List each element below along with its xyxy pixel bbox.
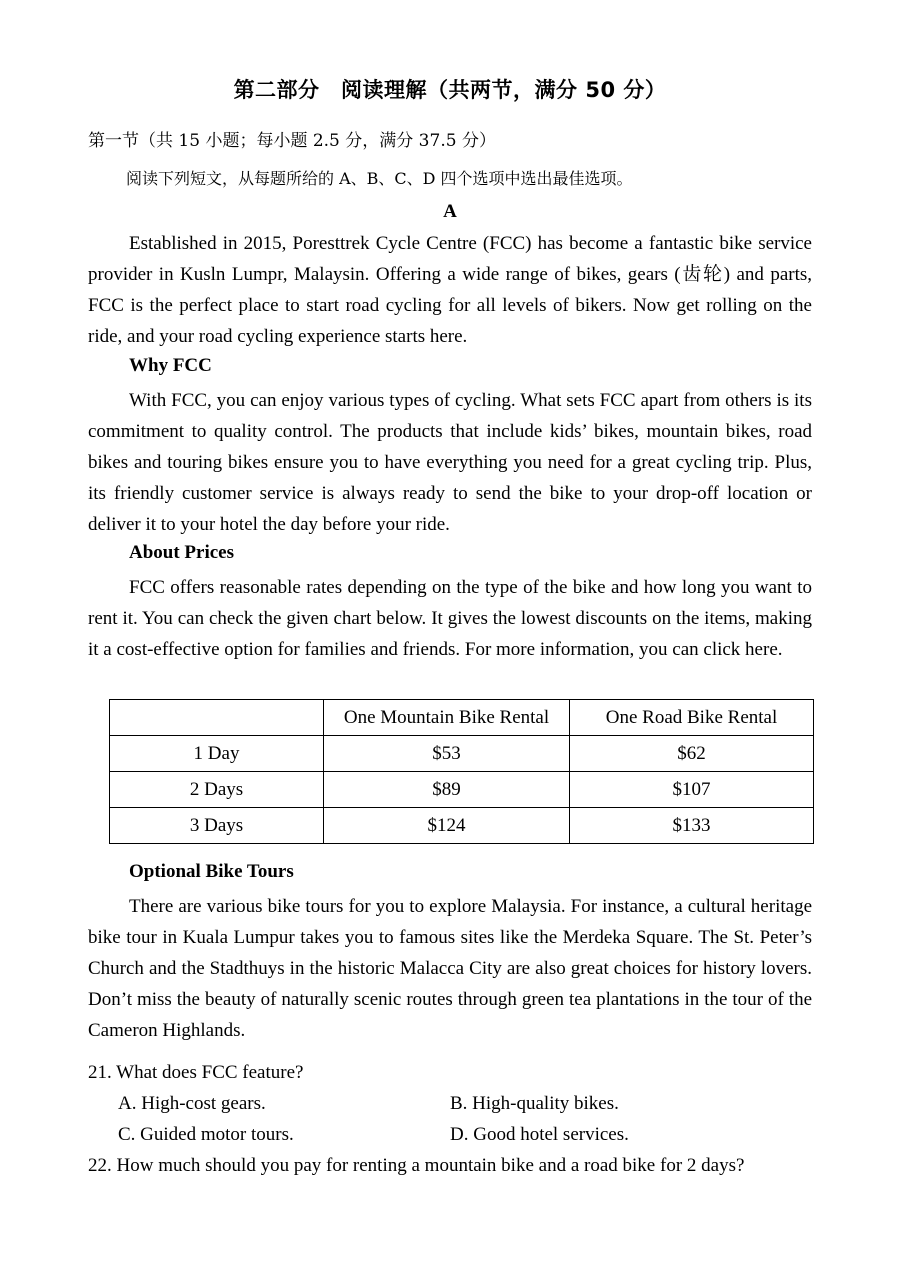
table-header-cell: One Mountain Bike Rental [324,700,570,736]
table-cell: $62 [570,736,814,772]
tours-heading: Optional Bike Tours [129,861,294,882]
table-cell: $133 [570,808,814,844]
table-row [110,736,814,772]
prices-heading: About Prices [129,542,235,563]
why-paragraph: With FCC, you can enjoy various types of cycling. What sets FCC apart from others is its commitment to quality control. The products that include kids’ bikes, mountain bikes, road bikes and touring bikes ensure you to have everything you need for a great cycling trip. Plus, its friendly customer service is always ready to send the bike to your drop-off location or deliver it to your hotel the day before your ride. [88,390,812,535]
tours-paragraph: There are various bike tours for you to explore Malaysia. For instance, a cultural heritage bike tour in Kuala Lumpur takes you to famous sites like the Merdeka Square. The St. Peter’s Church and the Stadthuys in the historic Malacca City are also great choices for history lovers. Don’t miss the beauty of naturally scenic routes through green tea plantations in the tour of the Cameron Highlands. [88,896,812,1041]
table-header-cell [110,700,324,736]
table-cell: 2 Days [110,772,324,808]
section-title: 第二部分 阅读理解（共两节，满分 50 分） [233,78,667,102]
question-22: 22. How much should you pay for renting a mountain bike and a road bike for 2 days? [88,1155,745,1176]
table-row [110,772,814,808]
instructions: 阅读下列短文，从每题所给的 A、B、C、D 四个选项中选出最佳选项。 [126,169,633,188]
table-cell: 1 Day [110,736,324,772]
subsection-title: 第一节（共 15 小题；每小题 2.5 分，满分 37.5 分） [88,131,496,151]
table-header-row [110,700,814,736]
table-row [110,808,814,844]
question-21-option-a: A. High-cost gears. [118,1093,266,1114]
question-21-option-c: C. Guided motor tours. [118,1124,294,1145]
table-header-cell: One Road Bike Rental [570,700,814,736]
prices-paragraph: FCC offers reasonable rates depending on the type of the bike and how long you want to rent it. You can check the given chart below. It gives the lowest discounts on the items, making it a cost-effective option for families and friends. For more information, you can click here. [88,577,812,660]
table-cell: $89 [324,772,570,808]
table-cell: $53 [324,736,570,772]
question-21-option-b: B. High-quality bikes. [450,1093,619,1114]
question-21-option-d: D. Good hotel services. [450,1124,629,1145]
table-cell: $107 [570,772,814,808]
price-table [109,699,814,844]
why-heading: Why FCC [129,355,212,376]
table-cell: $124 [324,808,570,844]
intro-paragraph: Established in 2015, Poresttrek Cycle Centre (FCC) has become a fantastic bike service provider in Kusln Lumpr, Malaysin. Offering a wide range of bikes, gears (齿轮) and parts, FCC is the perfect place to start road cycling for all levels of bikers. Now get rolling on the ride, and your road cycling experience starts here. [88,233,812,347]
passage-label: A [443,201,457,222]
question-21: 21. What does FCC feature? [88,1062,304,1083]
table-cell: 3 Days [110,808,324,844]
